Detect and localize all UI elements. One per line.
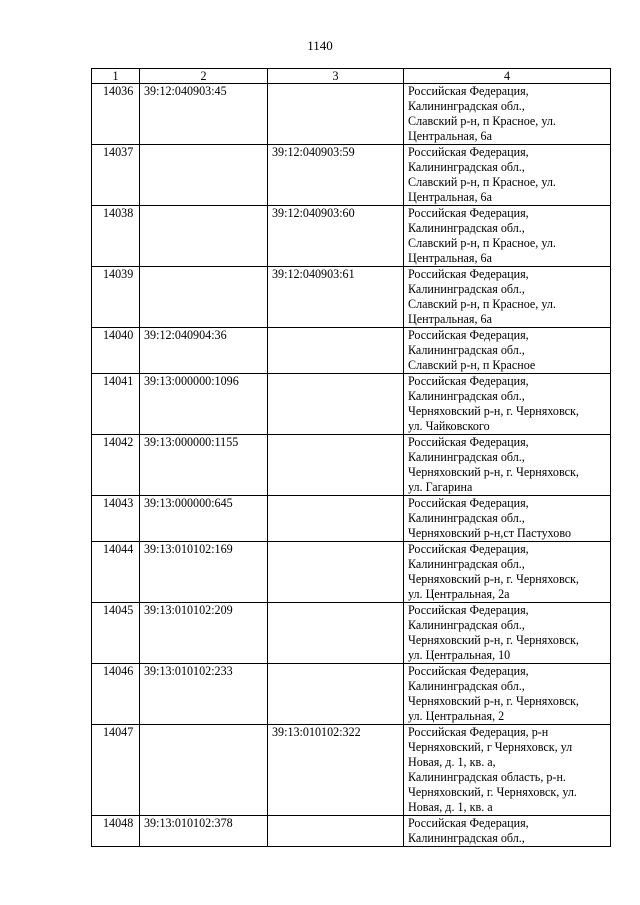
address-line: Новая, д. 1, кв. а [408, 800, 493, 814]
row-number-cell: 14039 [92, 267, 140, 328]
cadastral-number-alt-cell: 39:12:040903:59 [268, 145, 404, 206]
address-line: Российская Федерация, [408, 496, 529, 510]
address-line: Калининградская обл., [408, 160, 525, 174]
cadastral-number-cell: 39:13:010102:169 [140, 542, 268, 603]
row-number-cell: 14045 [92, 603, 140, 664]
address-line: Центральная, 6а [408, 251, 492, 265]
address-line: Российская Федерация, р-н [408, 725, 549, 739]
address-line: ул. Центральная, 2 [408, 709, 505, 723]
address-line: Калининградская обл., [408, 389, 525, 403]
table-row [92, 206, 611, 267]
address-line: Черняховский р-н, г. Черняховск, [408, 404, 579, 418]
address-line: Российская Федерация, [408, 206, 529, 220]
address-cell [404, 603, 611, 664]
table-row [92, 496, 611, 542]
cadastral-number-cell: 39:13:010102:378 [140, 816, 268, 847]
table-row [92, 542, 611, 603]
address-cell [404, 664, 611, 725]
cadastral-number-cell: 39:13:000000:1096 [140, 374, 268, 435]
address-line: ул. Чайковского [408, 419, 490, 433]
row-number-cell: 14038 [92, 206, 140, 267]
cadastral-number-alt-cell [268, 374, 404, 435]
address-line: Калининградская обл., [408, 450, 525, 464]
address-cell [404, 206, 611, 267]
address-line: Славский р-н, п Красное, ул. [408, 114, 556, 128]
table-header-row [92, 69, 611, 84]
table-row [92, 725, 611, 816]
address-cell [404, 725, 611, 816]
address-line: ул. Центральная, 2а [408, 587, 510, 601]
address-line: Российская Федерация, [408, 816, 529, 830]
address-line: Российская Федерация, [408, 664, 529, 678]
address-line: Калининградская область, р-н. [408, 770, 566, 784]
cadastral-number-alt-cell [268, 328, 404, 374]
address-cell [404, 374, 611, 435]
address-line: Славский р-н, п Красное, ул. [408, 175, 556, 189]
address-line: Черняховский р-н,ст Пастухово [408, 526, 571, 540]
address-cell [404, 816, 611, 847]
column-header-1: 1 [92, 69, 140, 84]
address-line: Калининградская обл., [408, 343, 525, 357]
cadastral-number-alt-cell [268, 542, 404, 603]
row-number-cell: 14041 [92, 374, 140, 435]
cadastral-number-alt-cell [268, 816, 404, 847]
registry-table [91, 68, 611, 847]
address-line: Калининградская обл., [408, 831, 525, 845]
address-line: ул. Центральная, 10 [408, 648, 511, 662]
cadastral-number-cell: 39:12:040903:45 [140, 84, 268, 145]
address-cell [404, 435, 611, 496]
cadastral-number-alt-cell: 39:12:040903:61 [268, 267, 404, 328]
address-line: Калининградская обл., [408, 99, 525, 113]
table-row [92, 145, 611, 206]
address-line: Черняховский р-н, г. Черняховск, [408, 465, 579, 479]
address-line: Российская Федерация, [408, 374, 529, 388]
address-line: Российская Федерация, [408, 84, 529, 98]
row-number-cell: 14043 [92, 496, 140, 542]
address-line: Калининградская обл., [408, 679, 525, 693]
cadastral-number-cell: 39:13:000000:1155 [140, 435, 268, 496]
address-line: Российская Федерация, [408, 145, 529, 159]
address-line: Новая, д. 1, кв. а, [408, 755, 496, 769]
address-line: Славский р-н, п Красное, ул. [408, 297, 556, 311]
address-cell [404, 542, 611, 603]
address-line: Центральная, 6а [408, 129, 492, 143]
column-header-4: 4 [404, 69, 611, 84]
address-line: Калининградская обл., [408, 221, 525, 235]
table-row [92, 328, 611, 374]
table-body [92, 84, 611, 847]
table-row [92, 267, 611, 328]
cadastral-number-alt-cell: 39:13:010102:322 [268, 725, 404, 816]
row-number-cell: 14046 [92, 664, 140, 725]
row-number-cell: 14040 [92, 328, 140, 374]
address-line: Российская Федерация, [408, 603, 529, 617]
address-line: Черняховский, г. Черняховск, ул. [408, 785, 577, 799]
cadastral-number-alt-cell [268, 603, 404, 664]
row-number-cell: 14044 [92, 542, 140, 603]
table-row [92, 816, 611, 847]
address-line: Черняховский р-н, г. Черняховск, [408, 572, 579, 586]
address-cell [404, 328, 611, 374]
address-cell [404, 84, 611, 145]
table-row [92, 664, 611, 725]
address-line: Российская Федерация, [408, 267, 529, 281]
cadastral-number-cell: 39:13:010102:233 [140, 664, 268, 725]
address-line: Черняховский р-н, г. Черняховск, [408, 694, 579, 708]
cadastral-number-cell [140, 206, 268, 267]
table-row [92, 435, 611, 496]
row-number-cell: 14048 [92, 816, 140, 847]
table-row [92, 374, 611, 435]
address-cell [404, 145, 611, 206]
row-number-cell: 14037 [92, 145, 140, 206]
address-line: Калининградская обл., [408, 511, 525, 525]
address-line: Калининградская обл., [408, 557, 525, 571]
cadastral-number-alt-cell [268, 664, 404, 725]
cadastral-number-cell: 39:13:000000:645 [140, 496, 268, 542]
cadastral-number-cell [140, 145, 268, 206]
address-cell [404, 267, 611, 328]
address-line: Российская Федерация, [408, 542, 529, 556]
address-line: Славский р-н, п Красное [408, 358, 536, 372]
address-line: Центральная, 6а [408, 312, 492, 326]
cadastral-number-alt-cell: 39:12:040903:60 [268, 206, 404, 267]
column-header-3: 3 [268, 69, 404, 84]
address-line: Черняховский р-н, г. Черняховск, [408, 633, 579, 647]
address-line: Российская Федерация, [408, 328, 529, 342]
cadastral-number-cell: 39:12:040904:36 [140, 328, 268, 374]
address-cell [404, 496, 611, 542]
page-number: 1140 [307, 38, 333, 53]
address-line: Центральная, 6а [408, 190, 492, 204]
address-line: Черняховский, г Черняховск, ул [408, 740, 573, 754]
address-line: Калининградская обл., [408, 282, 525, 296]
table-row [92, 84, 611, 145]
address-line: Российская Федерация, [408, 435, 529, 449]
cadastral-number-alt-cell [268, 496, 404, 542]
cadastral-number-cell [140, 725, 268, 816]
address-line: ул. Гагарина [408, 480, 473, 494]
cadastral-number-alt-cell [268, 84, 404, 145]
row-number-cell: 14042 [92, 435, 140, 496]
cadastral-number-cell [140, 267, 268, 328]
column-header-2: 2 [140, 69, 268, 84]
row-number-cell: 14036 [92, 84, 140, 145]
table-row [92, 603, 611, 664]
cadastral-number-alt-cell [268, 435, 404, 496]
cadastral-number-cell: 39:13:010102:209 [140, 603, 268, 664]
address-line: Калининградская обл., [408, 618, 525, 632]
row-number-cell: 14047 [92, 725, 140, 816]
address-line: Славский р-н, п Красное, ул. [408, 236, 556, 250]
